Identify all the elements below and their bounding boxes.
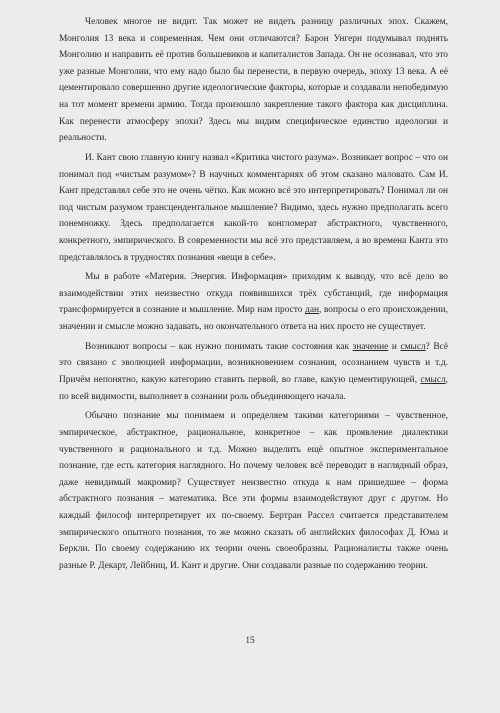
text-run: и <box>388 341 401 352</box>
underlined-term: смысл <box>420 375 446 386</box>
underlined-term: смысл <box>400 341 426 352</box>
body-text <box>59 14 448 578</box>
text-run: И. Кант свою главную книгу назвал «Критика чистого разума». Возникает вопрос – что он понимал под «чистым разумом»? В научных комментариях об этом сказано маловато. Сам И. Кант представлял себе это не очень чётко. Как можно всё это интерпретировать? Понимал ли он под чистым разумом трансцендентальное мышление? Видимо, здесь нужно предполагать всего понемножку. Здесь предполагается какой-то конгломерат абстрактного, чувственного, конкретного, эмпирического. В современности мы всё это представляем, а во времена Канта это представлялось в трудностях познания «вещи в себе». <box>59 152 448 263</box>
page-number: 15 <box>245 636 255 646</box>
text-run: Возникают вопросы – как нужно понимать такие состояния как <box>85 341 353 352</box>
paragraph <box>59 269 448 335</box>
underlined-term: дан <box>305 305 319 316</box>
text-run: Обычно познание мы понимаем и определяем такими категориями – чувственное, эмпирическое, абстрактное, рациональное, конкретное – как проявление диалектики чувственного и рационального и т.д. Можно выделить ещё опытное экспериментальное познание, где есть категория наглядного. Но почему человек всё переводит в наглядный образ, даже невидимый макромир? Существует неизвестно откуда к нам пришедшее – форма абстрактного познания – математика. Все эти формы взаимодействуют друг с другом. Но каждый философ интерпретирует их по-своему. Бертран Рассел считается представителем эмпирического опытного познания, то же можно сказать об английских философах Д. Юма и Беркли. По своему содержанию их теории очень своеобразны. Рационалисты также очень разные Р. Декарт, Лейбниц, И. Кант и другие. Они создавали разные по содержанию теории. <box>59 411 448 571</box>
text-run: ? Всё это связано с эволюцией информации, возникновением сознания, осознанием чувств и т.д. Причём непонятно, какую категорию ставить первой, во главе, какую цементирующей, <box>59 341 448 386</box>
paragraph <box>59 408 448 574</box>
text-run: Мы в работе «Материя. Энергия. Информация» приходим к выводу, что всё дело во взаимодействии этих неизвестно откуда появившихся трёх субстанций, где информация трансформируется в сознание и мышление. Мир нам просто <box>59 272 448 316</box>
underlined-term: значение <box>352 341 389 352</box>
text-run: , вопросы о его происхождении, значении и смысле можно задавать, но окончательного ответа на них просто не существует. <box>59 305 448 333</box>
text-run: , по всей видимости, выполняет в сознании роль объединяющего начала. <box>59 375 448 402</box>
paragraph <box>59 150 448 266</box>
text-run: Человек многое не видит. Так может не видеть разницу различных эпох. Скажем, Монголия 13 века и современная. Чем они отличаются? Барон Унгерн подумывал поднять Монголию и направить её против большевиков и капиталистов Запада. Он не осознавал, что это уже разные Монголии, что ему надо было бы перенести, в первую очередь, эпоху 13 века. А её цементировало совершенно другие идеологические факторы, которые и создавали непобедимую на тот момент времени армию. Тогда произошло закрепление такого фактора как дисциплина. Как перенести атмосферу эпохи? Здесь мы видим специфическое единство идеологии и реальности. <box>59 17 448 144</box>
paragraph <box>59 339 448 405</box>
paragraph <box>59 14 448 147</box>
